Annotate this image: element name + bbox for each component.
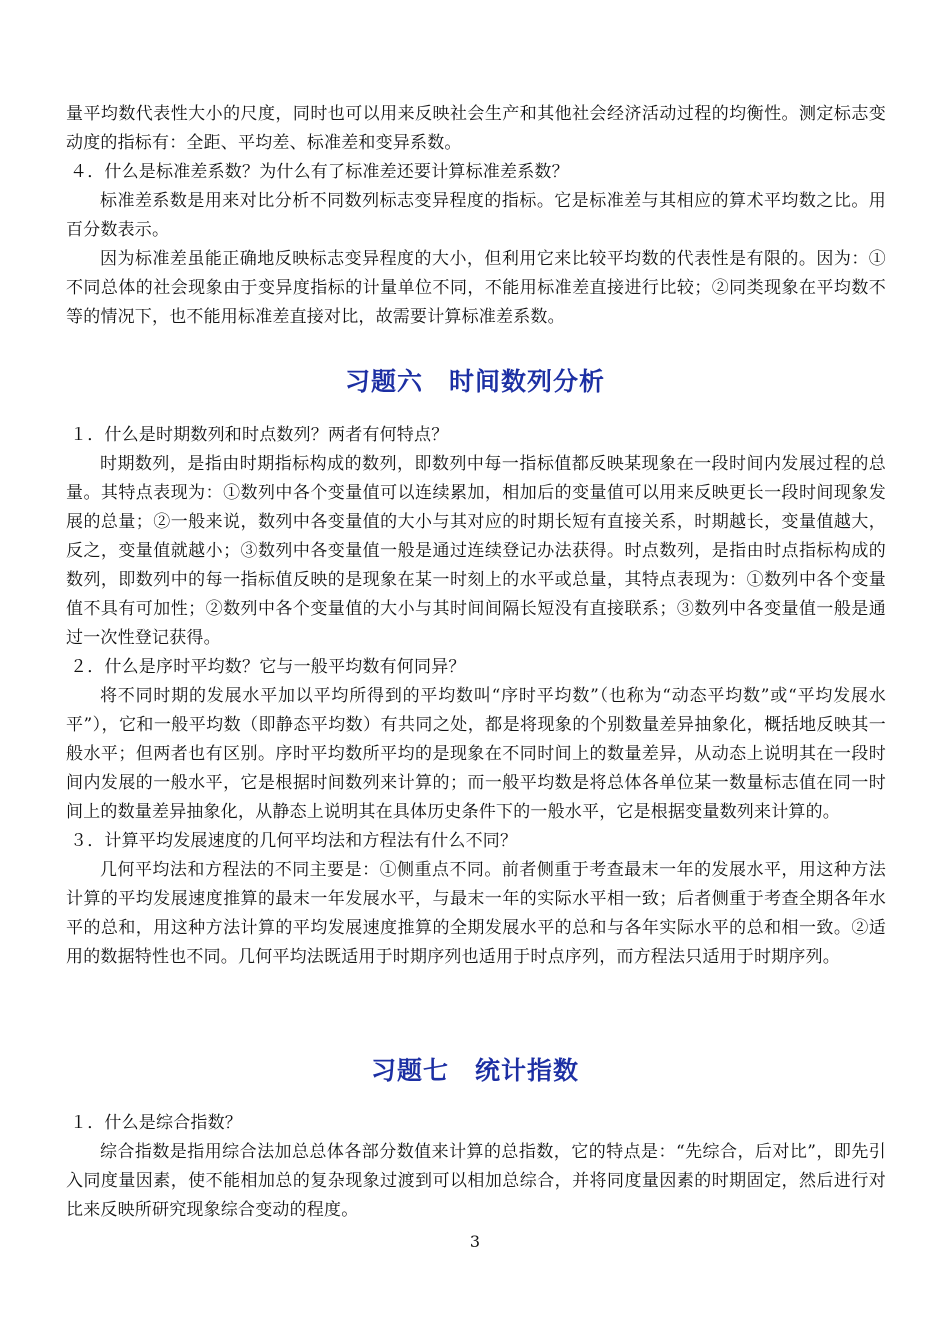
section-7-question-1: １．什么是综合指数？ bbox=[70, 1113, 242, 1133]
section-6-answer-1: 时期数列，是指由时期指标构成的数列，即数列中每一指标值都反映某现象在一段时间内发展过程的总量。其特点表现为：①数列中各个变量值可以连续累加，相加后的变量值可以用来反映更长一段时间现象发展的总量；②一般来说，数列中各变量值的大小与其对应的时期长短有直接关系，时期越长，变量值越大，反之，变量值就越小；③数列中各变量值一般是通过连续登记办法获得。时点数列，是指由时点指标构成的数列，即数列中的每一指标值反映的是现象在某一时刻上的水平或总量，其特点表现为：①数列中各个变量值不具有可加性；②数列中各个变量值的大小与其时间间隔长短没有直接联系；③数列中各变量值一般是通过一次性登记获得。 bbox=[66, 454, 886, 648]
section-6-question-3: ３．计算平均发展速度的几何平均法和方程法有什么不同？ bbox=[70, 831, 518, 851]
intro-block bbox=[66, 100, 886, 332]
section-6-block bbox=[66, 421, 886, 972]
question-4: ４．什么是标准差系数？为什么有了标准差还要计算标准差系数？ bbox=[70, 162, 569, 182]
section-6-question-1: １．什么是时期数列和时点数列？两者有何特点？ bbox=[70, 425, 449, 445]
section-6-title: 习题六 时间数列分析 bbox=[344, 367, 605, 396]
paragraph: 量平均数代表性大小的尺度，同时也可以用来反映社会生产和其他社会经济活动过程的均衡性。测定标志变动度的指标有：全距、平均差、标准差和变异系数。 bbox=[66, 104, 886, 153]
answer-4-paragraph-1: 标准差系数是用来对比分析不同数列标志变异程度的指标。它是标准差与其相应的算术平均数之比。用百分数表示。 bbox=[66, 191, 886, 240]
page-number: 3 bbox=[469, 1232, 481, 1251]
section-7-block bbox=[66, 1109, 886, 1225]
section-6-answer-2: 将不同时期的发展水平加以平均所得到的平均数叫“序时平均数”（也称为“动态平均数”或“平均发展水平”），它和一般平均数（即静态平均数）有共同之处，都是将现象的个别数量差异抽象化，概括地反映其一般水平；但两者也有区别。序时平均数所平均的是现象在不同时间上的数量差异，从动态上说明其在一段时间内发展的一般水平，它是根据时间数列来计算的；而一般平均数是将总体各单位某一数量标志值在同一时间上的数量差异抽象化，从静态上说明其在具体历史条件下的一般水平，它是根据变量数列来计算的。 bbox=[66, 686, 886, 822]
section-7-title: 习题七 统计指数 bbox=[370, 1056, 579, 1085]
section-6-answer-3: 几何平均法和方程法的不同主要是：①侧重点不同。前者侧重于考查最末一年的发展水平，用这种方法计算的平均发展速度推算的最末一年发展水平，与最末一年的实际水平相一致；后者侧重于考查全期各年水平的总和，用这种方法计算的平均发展速度推算的全期发展水平的总和与各年实际水平的总和相一致。②适用的数据特性也不同。几何平均法既适用于时期序列也适用于时点序列，而方程法只适用于时期序列。 bbox=[66, 860, 886, 967]
section-6-question-2: ２．什么是序时平均数？它与一般平均数有何同异？ bbox=[70, 657, 466, 677]
section-7-answer-1: 综合指数是指用综合法加总总体各部分数值来计算的总指数，它的特点是：“先综合，后对比”，即先引入同度量因素，使不能相加总的复杂现象过渡到可以相加总综合，并将同度量因素的时期固定，然后进行对比来反映所研究现象综合变动的程度。 bbox=[66, 1142, 886, 1220]
answer-4-paragraph-2: 因为标准差虽能正确地反映标志变异程度的大小，但利用它来比较平均数的代表性是有限的。因为：①不同总体的社会现象由于变异度指标的计量单位不同，不能用标准差直接进行比较；②同类现象在平均数不等的情况下，也不能用标准差直接对比，故需要计算标准差系数。 bbox=[66, 249, 886, 327]
